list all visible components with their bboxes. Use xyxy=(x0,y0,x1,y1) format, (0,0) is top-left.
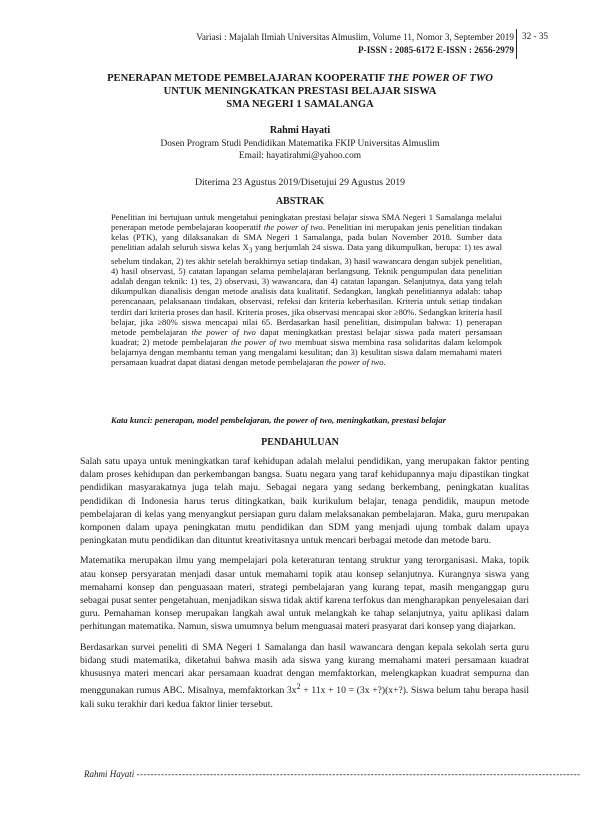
author-name: Rahmi Hayati xyxy=(269,125,331,136)
abstract-text-3: yang berjumlah 24 siswa. Data yang dikumpulkan, berupa: 1) tes awal sebelum tindakan, 2) tes akhir setelah berakhirnya setiap tindakan, 3) hasil wawancara dengan subjek penelitian, 4) hasil observasi, 5) catatan lapangan selama pembelajaran berlangsung. Teknik pengumpulan data penelitian adalah dengan teknik: 1) tes, 2) observasi, 3) wawancara, dan 4) catatan lapangan. Selanjutnya, data yang telah dikumpulkan dianalisis dengan metode analisis data kualitatif. Sedangkan, langkah penelitiannya adalah: tahap perencanaan, pelaksanaan tindakan, observasi, refeksi dan kriteria keberhasilan. Kriteria untuk setiap tindakan terdiri dari kriteria proses dan hasil. Kriteria proses, jika observasi mencapai skor ≥80%. Sedangkan kriteria hasil belajar, jika ≥80% siswa mencapai nilai 65. Berdasarkan hasil penelitian, disimpulan bahwa: 1) penerapan metode pembelajaran xyxy=(111,242,502,337)
paragraph-3 xyxy=(80,641,529,711)
abstract-italic-1: the power of two xyxy=(263,222,323,233)
introduction-body xyxy=(80,455,529,711)
title-line-1-italic: THE POWER OF TWO xyxy=(387,73,493,84)
author-email: Email: hayatirahmi@yahoo.com xyxy=(238,151,362,161)
paragraph-2: Matematika merupakan ilmu yang mempelajari pola keteraturan tentang struktur yang terorganisasi. Maka, topik atau konsep persyaratan menjadi dasar untuk memahami topik atau konsep selanjutnya. Kurangnya siswa yang memahami konsep dan penguasaan materi, strategi pembelajaran yang kurang tepat, masih menganggap guru sebagai pusat senter pengetahuan, menjadikan siswa tidak aktif karena terfokus dan mengharapkan penyelesaian dari guru. Pemahaman konsep merupakan langkah awal untuk melangkah ke tahap selanjutnya, yaitu aplikasi dalam perhitungan matematika. Namun, siswa umumnya belum menguasai materi prasyarat dari konsep yang diajarkan. xyxy=(80,555,529,633)
abstract-text-4: dapat meningkatkan prestasi belajar siswa pada materi persamaan kuadrat; 2) metode pembelajaran xyxy=(111,326,502,347)
section-heading: PENDAHULUAN xyxy=(261,437,339,448)
paper-title xyxy=(40,72,560,111)
abstract-italic-3: the power of two xyxy=(230,336,292,347)
footer-author: Rahmi Hayati xyxy=(84,769,135,779)
title-line-1-text: PENERAPAN METODE PEMBELAJARAN KOOPERATIF xyxy=(107,73,385,84)
abstract-italic-4: the power of two xyxy=(326,357,384,368)
title-line-1 xyxy=(40,72,560,85)
abstract-text-6: . xyxy=(383,357,386,368)
author-affiliation: Dosen Program Studi Pendidikan Matematika FKIP Universitas Almuslim xyxy=(160,139,440,149)
running-header xyxy=(196,31,514,56)
submission-dates: Diterima 23 Agustus 2019/Disetujui 29 Agustus 2019 xyxy=(194,177,406,188)
keywords: Kata kunci: penerapan, model pembelajaran, the power of two, meningkatkan, prestasi belajar xyxy=(111,415,446,425)
title-line-3: SMA NEGERI 1 SAMALANGA xyxy=(226,99,374,110)
abstract-italic-2: the power of two xyxy=(191,326,256,337)
header-divider xyxy=(516,29,517,59)
issn-line: P-ISSN : 2085-6172 E-ISSN : 2656-2979 xyxy=(358,44,514,55)
page-range: 32 - 35 xyxy=(522,31,549,41)
abstract-body xyxy=(111,212,502,367)
running-footer xyxy=(84,769,581,779)
abstract-text-1: Penelitian ini bertujuan untuk mengetahui peningkatan prestasi belajar siswa SMA Negeri 1 Samalanga melalui penerapan metode pembelajaran kooperatif xyxy=(111,212,502,233)
paragraph-1: Salah satu upaya untuk meningkatkan taraf kehidupan adalah melalui pendidikan, yang merupakan faktor penting dalam proses kehidupan dan perkembangan bangsa. Suatu negara yang taraf kehidupannya maju dipastikan tingkat pendidikan masyarakatnya juga telah maju. Sebagai negara yang sedang berkembang, peningkatan kualitas pendidikan di Indonesia harus terus ditingkatkan, baik kurikulum belajar, tenaga pendidik, maupun metode pembelajaran di kelas yang menyangkut persiapan guru dalam melaksanakan pembelajaran. Maka, guru merupakan komponen dalam upaya peningkatan mutu pendidikan dan SDM yang menjadi ujung tombak dalam upaya peningkatan mutu pendidikan dan dituntut kreativitasnya untuk mencari berbagai metode dan metode baru. xyxy=(80,456,529,547)
author-affiliation-block xyxy=(40,138,560,162)
abstract-text-5: membuat siswa membina rasa solidaritas dalam kelompok belajarnya dengan membantu teman yang mengalami kesulitan; dan 3) kesulitan siswa dalam memahami materi persamaan kuadrat dapat diatasi dengan metode pembelajaran xyxy=(111,336,503,368)
journal-line: Variasi : Majalah Ilmiah Universitas Almuslim, Volume 11, Nomor 3, September 2019 xyxy=(196,32,514,42)
abstract-subscript: 3 xyxy=(248,247,253,255)
footer-dashes: ------------------------------------------------------------------------------------------------------------------------------- xyxy=(136,769,581,779)
paragraph-3-text-a: Berdasarkan survei peneliti di SMA Negeri 1 Samalanga dan hasil wawancara dengan kepala sekolah serta guru bidang studi matematika, diketahui bahwa masih ada siswa yang kurang memahami materi persamaan kuadrat khususnya materi mencari akar persamaan kuadrat dengan memfaktorkan, melengkapkan kuadrat sempurna dan menggunakan rumus ABC. Misalnya, memfaktorkan 3x xyxy=(80,641,529,697)
abstract-heading: ABSTRAK xyxy=(275,196,325,207)
paragraph-3-text-b: + 11x + 10 = (3x +?)(x+?). Siswa belum tahu berapa hasil kali suku terakhir dari kedua faktor linier tersebut. xyxy=(80,685,529,710)
title-line-2: UNTUK MENINGKATKAN PRESTASI BELAJAR SISWA xyxy=(163,86,437,97)
abstract-text-2: . Penelitian ini merupakan jenis penelitian tindakan kelas (PTK), yang dilaksanakan di SMA Negeri 1 Samalanga, pada bulan November 2018. Sumber data penelitian adalah seluruh siswa kelas X xyxy=(111,222,502,253)
paragraph-3-superscript: 2 xyxy=(296,682,301,692)
